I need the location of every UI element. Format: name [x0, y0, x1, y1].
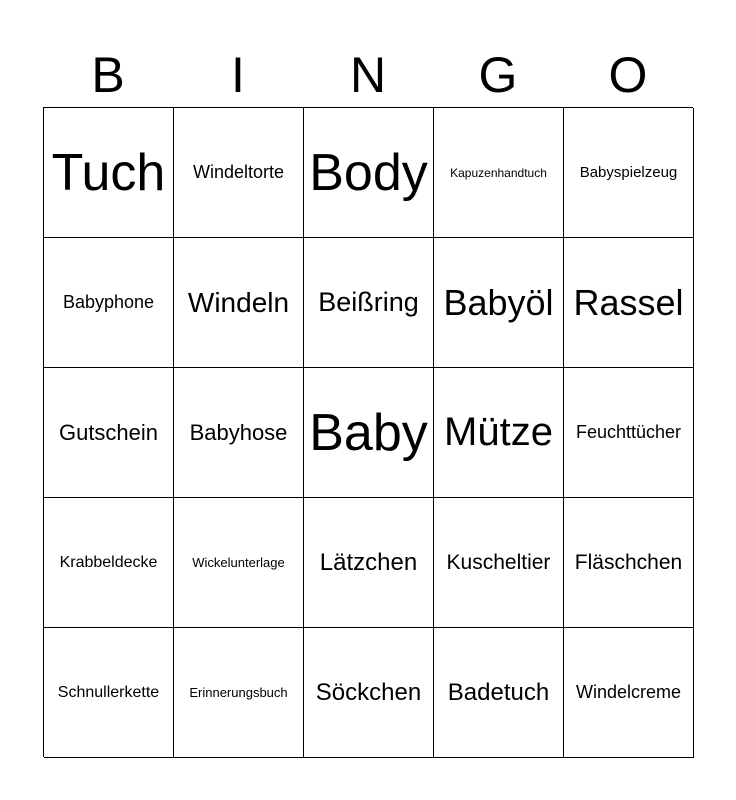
bingo-cell[interactable]: Söckchen [304, 628, 434, 758]
bingo-cell[interactable]: Windelcreme [564, 628, 694, 758]
bingo-cell[interactable]: Rassel [564, 238, 694, 368]
bingo-cell[interactable]: Babyphone [44, 238, 174, 368]
header-letter-n: N [349, 47, 387, 103]
bingo-cell[interactable]: Wickelunterlage [174, 498, 304, 628]
bingo-cell[interactable]: Badetuch [434, 628, 564, 758]
bingo-cell[interactable]: Krabbeldecke [44, 498, 174, 628]
bingo-cell[interactable]: Baby [304, 368, 434, 498]
bingo-cell[interactable]: Kuscheltier [434, 498, 564, 628]
bingo-cell[interactable]: Mütze [434, 368, 564, 498]
bingo-cell[interactable]: Gutschein [44, 368, 174, 498]
bingo-cell[interactable]: Schnullerkette [44, 628, 174, 758]
bingo-header [43, 42, 693, 108]
bingo-cell[interactable]: Feuchttücher [564, 368, 694, 498]
bingo-cell[interactable]: Babyöl [434, 238, 564, 368]
bingo-cell[interactable]: Kapuzenhandtuch [434, 108, 564, 238]
bingo-cell[interactable]: Babyspielzeug [564, 108, 694, 238]
bingo-board [43, 107, 693, 757]
header-letter-g: G [478, 47, 518, 103]
bingo-cell[interactable]: Erinnerungsbuch [174, 628, 304, 758]
bingo-cell[interactable]: Windeltorte [174, 108, 304, 238]
bingo-cell[interactable]: Babyhose [174, 368, 304, 498]
bingo-cell[interactable]: Windeln [174, 238, 304, 368]
bingo-cell[interactable]: Tuch [44, 108, 174, 238]
bingo-cell[interactable]: Lätzchen [304, 498, 434, 628]
header-letter-i: I [231, 47, 245, 103]
header-letter-o: O [608, 47, 648, 103]
header-letter-b: B [91, 47, 125, 103]
bingo-cell[interactable]: Body [304, 108, 434, 238]
bingo-cell[interactable]: Beißring [304, 238, 434, 368]
bingo-cell[interactable]: Fläschchen [564, 498, 694, 628]
